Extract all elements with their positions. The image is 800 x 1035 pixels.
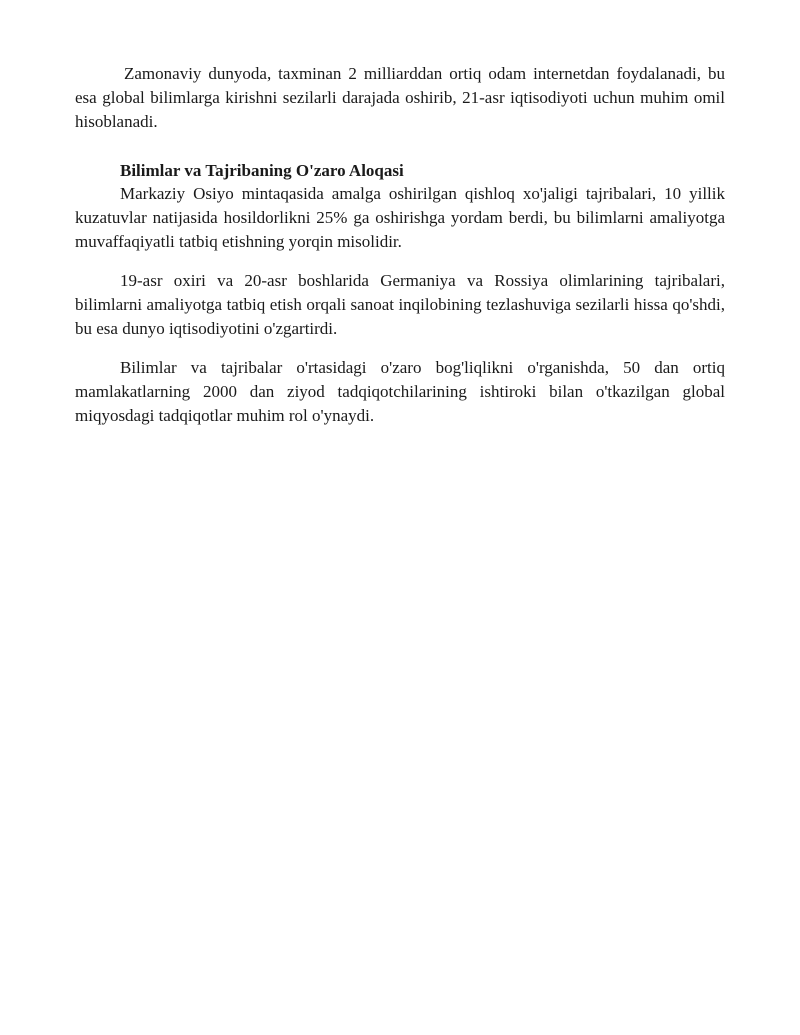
paragraph-internet-usage: Zamonaviy dunyoda, taxminan 2 milliarddan ortiq odam internetdan foydalanadi, bu esa global bilimlarga kirishni sezilarli darajada oshirib, 21-asr iqtisodiyoti uchun muhim omil hisoblanadi.: [75, 64, 725, 131]
paragraph-spacer: [75, 134, 725, 160]
paragraph-spacer: [75, 254, 725, 269]
section-heading: Bilimlar va Tajribaning O'zaro Aloqasi: [120, 161, 404, 180]
paragraph-global-research: Bilimlar va tajribalar o'rtasidagi o'zaro bog'liqlikni o'rganishda, 50 dan ortiq mamlakatlarning 2000 dan ziyod tadqiqotchilarining ishtiroki bilan o'tkazilgan global miqyosdagi tadqiqotlar muhim rol o'ynaydi.: [75, 358, 725, 425]
document-body: [75, 62, 725, 428]
paragraph-central-asia: Markaziy Osiyo mintaqasida amalga oshirilgan qishloq xo'jaligi tajribalari, 10 yillik kuzatuvlar natijasida hosildorlikni 25% ga oshirishga yordam berdi, bu bilimlarni amaliyotga muvaffaqiyatli tatbiq etishning yorqin misolidir.: [75, 184, 725, 251]
paragraph-spacer: [75, 341, 725, 356]
paragraph-industrial-revolution: 19-asr oxiri va 20-asr boshlarida Germaniya va Rossiya olimlarining tajribalari, bilimlarni amaliyotga tatbiq etish orqali sanoat inqilobining tezlashuviga sezilarli hissa qo'shdi, bu esa dunyo iqtisodiyotini o'zgartirdi.: [75, 271, 725, 338]
